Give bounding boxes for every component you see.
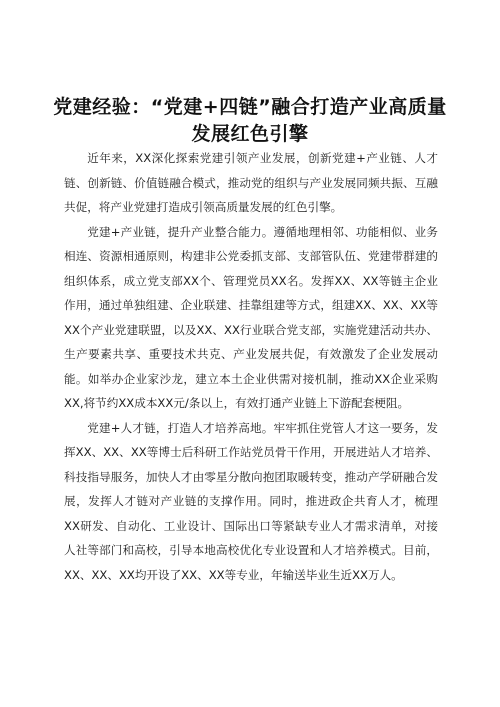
document-title-line-1: 党建经验：“党建+四链”融合打造产业高质量 xyxy=(53,96,447,118)
paragraph-industry-chain: 党建+产业链，提升产业整合能力。遵循地理相邻、功能相似、业务相连、资源相通原则，构建非公党委抓支部、支部管队伍、党建带群建的组织体系，成立党支部XX个、管理党员XX名。发挥XX、XX等链主企业作用，通过单独组建、企业联建、挂靠组建等方式，组建XX、XX、XX等XX个产业党建联盟，以及XX、XX行业联合党支部，实施党建活动共办、生产要素共享、重要技术共克、产业发展共促，有效激发了企业发展动能。如举办企业家沙龙，建立本土企业供需对接机制，推动XX企业采购XX,将节约XX成本XX元/条以上，有效打通产业链上下游配套梗阻。 xyxy=(64,224,438,410)
paragraph-intro: 近年来，XX深化探索党建引领产业发展，创新党建+产业链、人才链、创新链、价值链融合模式，推动党的组织与产业发展同频共振、互融共促，将产业党建打造成引领高质量发展的红色引擎。 xyxy=(64,151,438,214)
document-title-line-2: 发展红色引擎 xyxy=(191,123,309,145)
document-body xyxy=(64,146,438,587)
paragraph-talent-chain: 党建+人才链，打造人才培养高地。牢牢抓住党管人才这一要务，发挥XX、XX、XX等博士后科研工作站党员骨干作用，开展进站人才培养、科技指导服务，加快人才由零星分散向抱团取暖转变，推动产学研融合发展，发挥人才链对产业链的支撑作用。同时，推进政企共育人才，梳理XX研发、自动化、工业设计、国际出口等紧缺专业人才需求清单，对接人社等部门和高校，引导本地高校优化专业设置和人才培养模式。目前，XX、XX、XX均开设了XX、XX等专业，年输送毕业生近XX万人。 xyxy=(64,420,438,582)
